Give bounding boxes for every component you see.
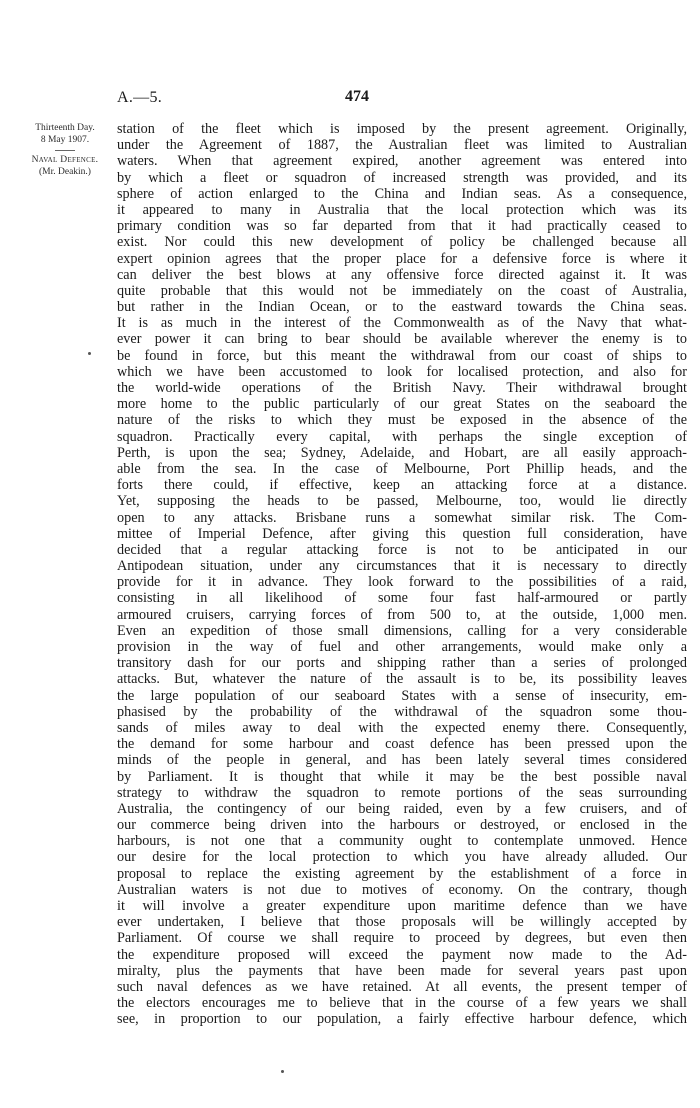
text-line: squadron. Practically every capital, with perhaps the single exception of	[117, 428, 687, 445]
text-line: it will involve a greater expenditure upon maritime defence than we have	[117, 898, 687, 914]
text-line: Even an expedition of those small dimensions, calling for a very considerable	[117, 622, 687, 639]
text-line: see, in proportion to our population, a fairly effective harbour defence, which	[117, 1011, 687, 1028]
text-line: strategy to withdraw the squadron to remote portions of the seas surrounding	[117, 784, 687, 801]
margin-note	[18, 122, 112, 178]
text-line: the demand for some harbour and coast defence has been pressed upon the	[117, 736, 687, 753]
text-line: more home to the public particularly of our great States on the seaboard the	[117, 396, 687, 413]
text-line: ever power it can bring to bear should be available wherever the enemy is to	[117, 331, 687, 348]
text-line: primary condition was so far departed from that it had practically ceased to	[117, 218, 687, 235]
margin-topic: Naval Defence.	[31, 155, 99, 165]
text-line: exist. Nor could this new development of policy be challenged because all	[117, 234, 687, 251]
text-line: our desire for the local protection to which you have already alluded. Our	[117, 849, 687, 866]
text-line: our commerce being driven into the harbours or destroyed, or enclosed in the	[117, 817, 687, 834]
text-line: expert opinion agrees that the proper place for a defensive force is where it	[117, 250, 687, 267]
text-line: decided that a regular attacking force is not to be anticipated in our	[117, 541, 687, 558]
text-line: provide for it in advance. They look forward to the possibilities of a raid,	[117, 574, 687, 591]
text-line: open to any attacks. Brisbane runs a somewhat similar risk. The Com-	[117, 509, 687, 526]
text-line: Yet, supposing the heads to be passed, Melbourne, too, would lie directly	[117, 493, 687, 510]
text-line: ever undertaken, I believe that those proposals will be willingly accepted by	[117, 914, 687, 931]
text-line: the world-wide operations of the British Navy. Their withdrawal brought	[117, 380, 687, 396]
text-line: provision in the way of fuel and other arrangements, would make only a	[117, 639, 687, 655]
text-line: Australian waters is not due to motives of economy. On the contrary, though	[117, 881, 687, 898]
text-line: be found in force, but this meant the withdrawal from our coast of ships to	[117, 347, 687, 364]
text-line: by which a fleet or squadron of increased strength was provided, and its	[117, 169, 687, 186]
text-line: which we have been accustomed to look for localised protection, and also for	[117, 363, 687, 380]
text-line: mittee of Imperial Defence, after giving this question full consideration, have	[117, 525, 687, 542]
margin-speaker: (Mr. Deakin.)	[39, 167, 91, 177]
margin-day: Thirteenth Day.	[35, 123, 95, 133]
text-line: Antipodean situation, under any circumstances that it is necessary to directly	[117, 558, 687, 575]
text-line: station of the fleet which is imposed by the present agreement. Originally,	[117, 121, 687, 137]
text-line: the large population of our seaboard States with a sense of insecurity, em-	[117, 687, 687, 704]
text-line: forts there could, if effective, keep an attacking force at a distance.	[117, 477, 687, 494]
text-line: It is as much in the interest of the Commonwealth as of the Navy that what-	[117, 315, 687, 332]
text-line: sands of miles away to deal with the expected enemy there. Consequently,	[117, 719, 687, 736]
text-line: by Parliament. It is thought that while it may be the best possible naval	[117, 768, 687, 785]
text-line: proposal to replace the existing agreement by the establishment of a force in	[117, 865, 687, 882]
text-line: transitory dash for our ports and shipping rather than a series of prolonged	[117, 655, 687, 672]
text-line: phasised by the probability of the withdrawal of the squadron some thou-	[117, 703, 687, 720]
body-text	[117, 121, 687, 1028]
text-line: sphere of action enlarged to the China and Indian seas. As a consequence,	[117, 185, 687, 202]
text-line: waters. When that agreement expired, another agreement was entered into	[117, 153, 687, 170]
text-line: consisting in all likelihood of some four fast half-armoured or partly	[117, 590, 687, 607]
text-line: the expenditure proposed will exceed the payment now made to the Ad-	[117, 946, 687, 963]
text-line: miralty, plus the payments that have been made for several years past upon	[117, 962, 687, 979]
text-line: Parliament. Of course we shall require to proceed by degrees, but even then	[117, 930, 687, 947]
margin-date: 8 May 1907.	[40, 135, 90, 145]
text-line: Australia, the contingency of our being raided, even by a few cruisers, and of	[117, 800, 687, 817]
text-line: minds of the people in general, and has been lately several times considered	[117, 752, 687, 769]
margin-divider	[55, 150, 75, 151]
text-line: quite probable that this would not be immediately on the coast of Australia,	[117, 282, 687, 299]
margin-speck	[88, 352, 91, 355]
text-line: under the Agreement of 1887, the Australian fleet was limited to Australian	[117, 137, 687, 154]
text-line: able from the sea. In the case of Melbourne, Port Phillip heads, and the	[117, 460, 687, 477]
text-line: it appeared to many in Australia that the local protection which was its	[117, 201, 687, 218]
text-line: the electors encourages me to believe that in the course of a few years we shall	[117, 995, 687, 1012]
text-line: armoured cruisers, carrying forces of from 500 to, at the outside, 1,000 men.	[117, 606, 687, 623]
page-number: 474	[345, 88, 369, 105]
text-line: harbours, is not one that a community ought to contemplate unmoved. Hence	[117, 833, 687, 850]
text-line: such naval defences as we have retained. At all events, the present temper of	[117, 978, 687, 995]
footer-speck	[281, 1070, 284, 1073]
text-line: Perth, is upon the sea; Sydney, Adelaide, and Hobart, are all easily approach-	[117, 444, 687, 461]
text-line: can deliver the best blows at any offensive force directed against it. It was	[117, 266, 687, 283]
paper-reference: A.—5.	[117, 89, 163, 106]
text-line: but rather in the Indian Ocean, or to the eastward towards the China seas.	[117, 299, 687, 316]
text-line: attacks. But, whatever the nature of the assault is to be, its possibility leaves	[117, 671, 687, 688]
text-line: nature of the risks to which they must be exposed in the absence of the	[117, 412, 687, 429]
